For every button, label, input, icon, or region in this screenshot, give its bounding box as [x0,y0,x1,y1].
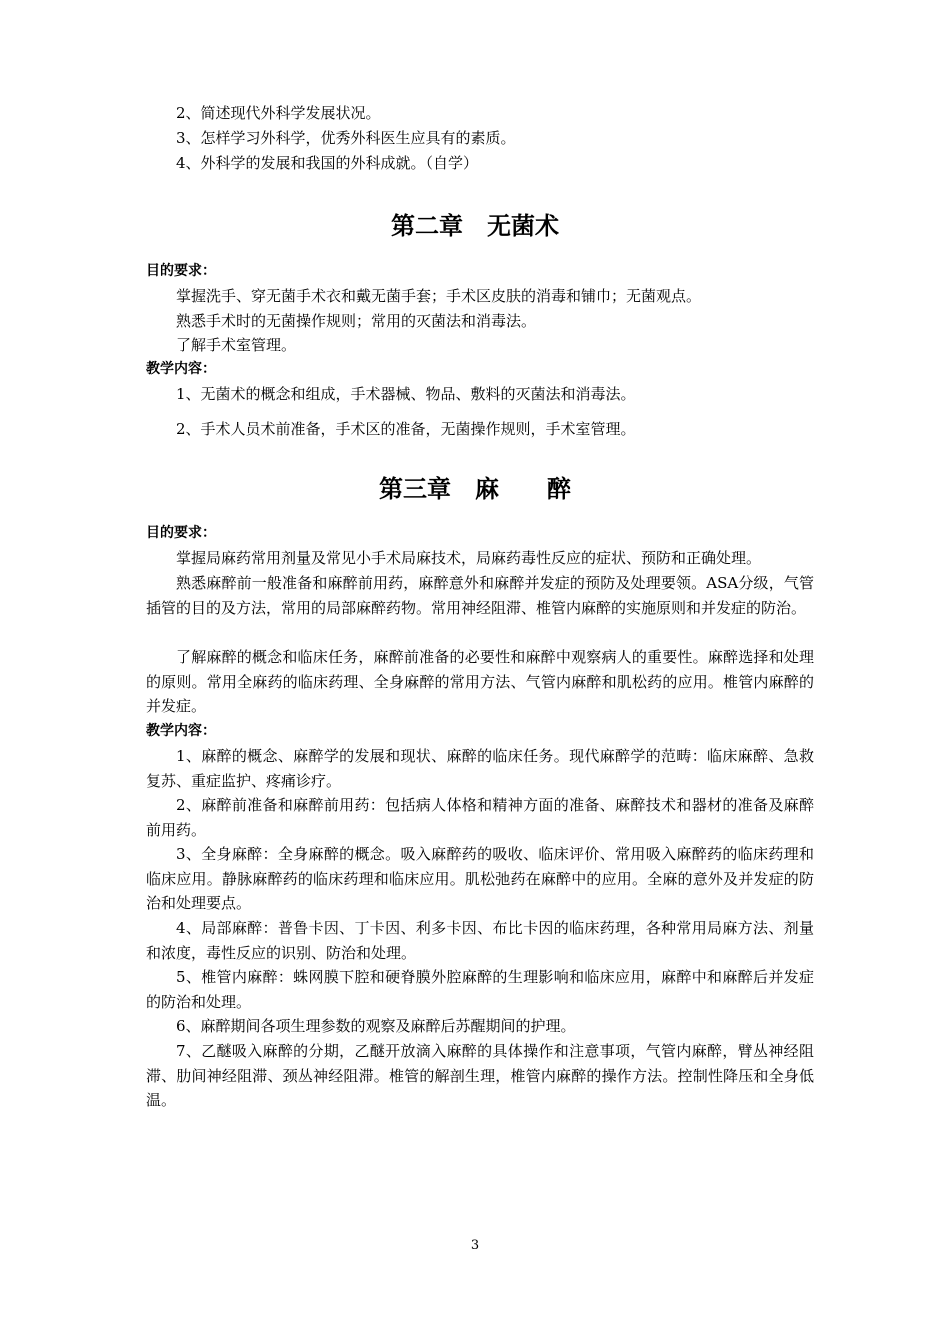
chapter3-content-item: 1、麻醉的概念、麻醉学的发展和现状、麻醉的临床任务。现代麻醉学的范畴：临床麻醉、急救复苏、重症监护、疼痛诊疗。 [146,747,814,790]
chapter3-content-item: 6、麻醉期间各项生理参数的观察及麻醉后苏醒期间的护理。 [176,1017,576,1035]
chapter3-content-item: 2、麻醉前准备和麻醉前用药：包括病人体格和精神方面的准备、麻醉技术和器材的准备及麻醉前用药。 [146,796,814,839]
chapter3-content-item: 5、椎管内麻醉：蛛网膜下腔和硬脊膜外腔麻醉的生理影响和临床应用，麻醉中和麻醉后并发症的防治和处理。 [146,968,814,1011]
chapter2-objectives-label: 目的要求： [146,263,216,279]
chapter2-objective: 掌握洗手、穿无菌手术衣和戴无菌手套；手术区皮肤的消毒和铺巾；无菌观点。 [176,287,702,305]
chapter3-content-label: 教学内容： [146,723,216,739]
chapter3-content-item: 7、乙醚吸入麻醉的分期，乙醚开放滴入麻醉的具体操作和注意事项，气管内麻醉，臂丛神经阻滞、肋间神经阻滞、颈丛神经阻滞。椎管的解剖生理，椎管内麻醉的操作方法。控制性降压和全身低温。 [146,1042,814,1109]
chapter2-objective: 熟悉手术时的无菌操作规则；常用的灭菌法和消毒法。 [176,312,537,330]
chapter3-objective: 掌握局麻药常用剂量及常见小手术局麻技术，局麻药毒性反应的症状、预防和正确处理。 [176,549,762,567]
chapter3-title: 第三章 麻 醉 [379,475,571,503]
chapter2-content-item: 1、无菌术的概念和组成，手术器械、物品、敷料的灭菌法和消毒法。 [176,385,636,403]
intro-item: 3、怎样学习外科学，优秀外科医生应具有的素质。 [176,129,516,147]
intro-item: 2、简述现代外科学发展状况。 [176,104,381,122]
chapter3-content-item: 4、局部麻醉：普鲁卡因、丁卡因、利多卡因、布比卡因的临床药理，各种常用局麻方法、剂量和浓度，毒性反应的识别、防治和处理。 [146,919,814,962]
chapter2-objective: 了解手术室管理。 [176,336,297,354]
intro-item: 4、外科学的发展和我国的外科成就。（自学） [176,154,479,172]
chapter3-objective: 熟悉麻醉前一般准备和麻醉前用药，麻醉意外和麻醉并发症的预防及处理要领。ASA分级，气管插管的目的及方法，常用的局部麻醉药物。常用神经阻滞、椎管内麻醉的实施原则和并发症的防治。 [146,574,814,617]
chapter3-objectives-label: 目的要求： [146,525,216,541]
chapter3-content-item: 3、全身麻醉：全身麻醉的概念。吸入麻醉药的吸收、临床评价、常用吸入麻醉药的临床药理和临床应用。静脉麻醉药的临床药理和临床应用。肌松弛药在麻醉中的应用。全麻的意外及并发症的防治和处理要点。 [146,845,814,912]
chapter2-content-item: 2、手术人员术前准备，手术区的准备，无菌操作规则，手术室管理。 [176,420,636,438]
chapter3-objective: 了解麻醉的概念和临床任务，麻醉前准备的必要性和麻醉中观察病人的重要性。麻醉选择和处理的原则。常用全麻药的临床药理、全身麻醉的常用方法、气管内麻醉和肌松药的应用。椎管内麻醉的并发症。 [146,648,814,715]
page-number: 3 [470,1238,480,1253]
chapter2-content-label: 教学内容： [146,361,216,377]
chapter2-title: 第二章 无菌术 [391,212,559,240]
